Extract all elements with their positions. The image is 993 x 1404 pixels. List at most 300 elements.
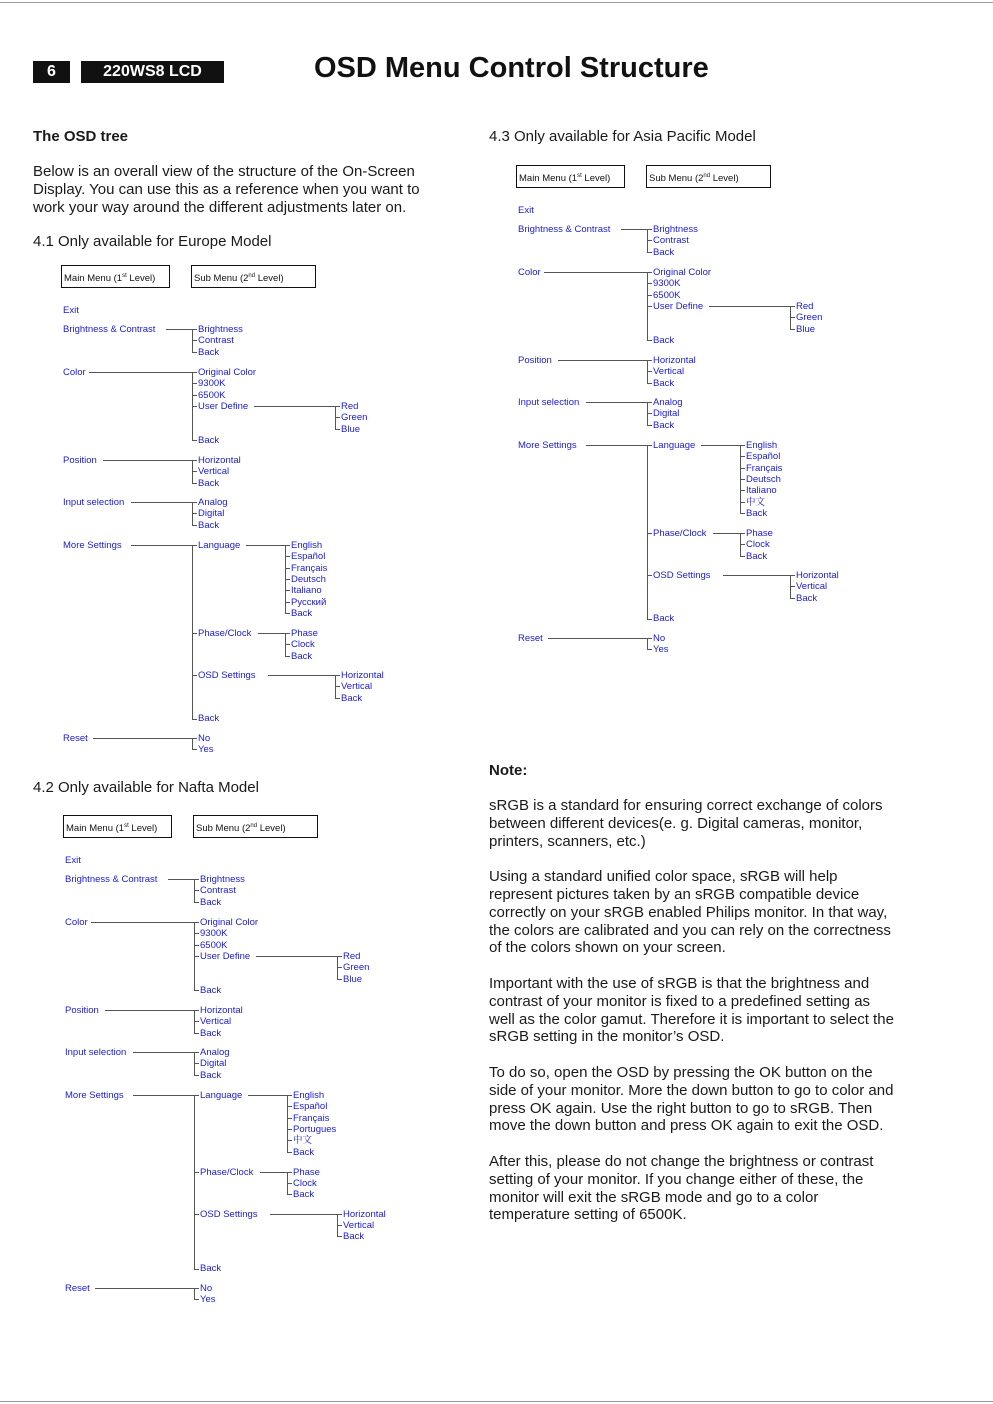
submenu-back: Back [653, 613, 675, 624]
submenu-item: 6500K [653, 289, 681, 301]
section-europe: 4.1 Only available for Europe Model [33, 233, 272, 250]
submenu-item: Back [198, 519, 220, 531]
tree-connector [89, 372, 192, 373]
language-option: Español [291, 551, 326, 563]
submenu-item: No [200, 1283, 213, 1294]
tree-connector [194, 1063, 199, 1064]
tree-connector [131, 545, 192, 546]
tree-connector [194, 1288, 199, 1289]
tree-connector [723, 575, 790, 576]
submenu-item: Digital [200, 1058, 227, 1070]
tree-connector [194, 1299, 199, 1300]
menu-input-selection: Input selection [63, 497, 125, 508]
tree-connector [337, 1225, 342, 1226]
tree-connector [740, 490, 745, 491]
menu-input-selection: Input selection [65, 1047, 127, 1058]
language-option: Français [293, 1112, 330, 1124]
menu-color: Color [518, 267, 541, 278]
tree-connector [287, 1183, 292, 1184]
note-line: of the colors shown on your screen. [489, 939, 726, 957]
menu-exit: Exit [518, 205, 534, 216]
tree-connector [335, 686, 340, 687]
submenu-item: Back [200, 1069, 222, 1081]
tree-connector [194, 902, 199, 903]
menu-position: Position [65, 1005, 99, 1016]
tree-connector [548, 638, 647, 639]
submenu-item: Original Color [200, 917, 259, 928]
submenu-item: Brightness [653, 224, 698, 235]
language-option: Français [291, 562, 328, 574]
level3-item: Back [746, 550, 768, 562]
submenu-item: No [653, 633, 666, 644]
tree-connector [256, 956, 337, 957]
language-option: 中文 [746, 496, 766, 508]
tree-connector [192, 513, 197, 514]
tree-connector [248, 1095, 287, 1096]
level3-item: Phase [746, 528, 773, 540]
level3-item: Back [796, 592, 818, 604]
menu-input-selection: Input selection [518, 397, 580, 408]
menu-brightness-contrast: Brightness & Contrast [518, 224, 611, 235]
submenu-phase-clock: Phase/Clock [198, 628, 252, 640]
note-line: sRGB setting in the monitor’s OSD. [489, 1028, 725, 1046]
tree-connector [647, 240, 652, 241]
note-line: contrast of your monitor is fixed to a predefined setting as [489, 992, 871, 1010]
submenu-item: Vertical [653, 366, 685, 378]
submenu-language: Language [198, 540, 241, 551]
note-paragraph [489, 868, 929, 957]
submenu-item: Horizontal [198, 455, 241, 466]
bottom-rule [0, 1401, 993, 1402]
submenu-phase-clock: Phase/Clock [200, 1166, 254, 1178]
language-option: Italiano [291, 585, 322, 597]
section-asia: 4.3 Only available for Asia Pacific Model [489, 128, 756, 145]
note-heading: Note: [489, 762, 528, 779]
note-line: Important with the use of sRGB is that the brightness and [489, 974, 870, 992]
tree-connector [192, 738, 197, 739]
tree-connector [285, 644, 290, 645]
tree-connector [194, 1033, 199, 1034]
language-option: Back [293, 1146, 315, 1158]
tree-connector [194, 1010, 199, 1011]
section-nafta: 4.2 Only available for Nafta Model [33, 779, 259, 796]
tree-connector [713, 533, 740, 534]
note-line: between different devices(e. g. Digital cameras, monitor, [489, 814, 863, 832]
tree-connector [647, 371, 652, 372]
intro-heading: The OSD tree [33, 128, 129, 145]
tree-connector [131, 502, 192, 503]
submenu-item: Digital [653, 408, 680, 420]
submenu-item: Original Color [198, 367, 257, 378]
tree-connector [647, 425, 652, 426]
submenu-item: Vertical [198, 466, 230, 478]
language-option: Back [746, 507, 768, 519]
tree-connector [192, 719, 197, 720]
tree-connector [335, 429, 340, 430]
tree-connector [194, 945, 199, 946]
tree-connector [647, 649, 652, 650]
menu-more-settings: More Settings [518, 440, 577, 451]
tree-connector [192, 545, 193, 719]
note-line: Using a standard unified color space, sRGB will help [489, 868, 838, 886]
language-option: 中文 [293, 1135, 313, 1147]
tree-connector [192, 372, 197, 373]
submenu-item: User Define [653, 301, 704, 312]
submenu-item: Yes [653, 644, 669, 656]
tree-connector [647, 638, 652, 639]
submenu-item: Horizontal [653, 355, 696, 366]
tree-connector [260, 1172, 287, 1173]
tree-connector [285, 545, 290, 546]
page-title: OSD Menu Control Structure [314, 52, 709, 84]
tree-connector [740, 544, 745, 545]
tree-connector [194, 1052, 199, 1053]
tree-connector [194, 990, 199, 991]
tree-connector [337, 956, 342, 957]
tree-connector [285, 656, 290, 657]
tree-connector [647, 229, 652, 230]
tree-connector [647, 272, 652, 273]
tree-connector [740, 468, 745, 469]
tree-connector [287, 1129, 292, 1130]
note-paragraph [489, 1153, 929, 1224]
tree-connector [133, 1052, 194, 1053]
submenu-item: 6500K [198, 389, 226, 401]
language-option: Back [291, 607, 313, 619]
submenu-item: Vertical [200, 1016, 232, 1028]
tree-connector [258, 633, 285, 634]
tree-connector [790, 575, 795, 576]
submenu-item: No [198, 733, 211, 744]
tree-connector [285, 579, 290, 580]
level3-item: Clock [746, 539, 770, 551]
language-option: Portugues [293, 1123, 337, 1135]
tree-connector [586, 402, 647, 403]
tree-connector [194, 890, 199, 891]
tree-connector [287, 1095, 288, 1153]
tree-connector [337, 1214, 342, 1215]
tree-connector [740, 556, 745, 557]
tree-connector [287, 1095, 292, 1096]
submenu-item: Contrast [653, 235, 689, 247]
submenu-item: Back [198, 346, 220, 358]
tree-connector [647, 360, 652, 361]
tree-connector [790, 329, 795, 330]
level3-item: Blue [796, 323, 816, 335]
level3-item: Back [291, 650, 313, 662]
language-option: Français [746, 462, 783, 474]
tree-connector [93, 738, 192, 739]
tree-connector [194, 956, 199, 957]
note-body [489, 797, 929, 1224]
legend-sub-menu: Sub Menu (2nd Level) [193, 815, 318, 838]
menu-more-settings: More Settings [63, 540, 122, 551]
tree-connector [285, 613, 290, 614]
menu-brightness-contrast: Brightness & Contrast [63, 324, 156, 335]
tree-connector [586, 445, 647, 446]
level3-item: Vertical [796, 581, 828, 593]
tree-connector [740, 445, 745, 446]
tree-connector [740, 502, 745, 503]
tree-connector [285, 633, 290, 634]
tree-connector [647, 619, 652, 620]
tree-connector [192, 749, 197, 750]
tree-connector [337, 1236, 342, 1237]
submenu-item: Analog [653, 397, 683, 408]
page-number: 6 [33, 61, 70, 83]
tree-connector [192, 483, 197, 484]
tree-connector [194, 1021, 199, 1022]
tree-connector [192, 525, 197, 526]
submenu-item: 6500K [200, 939, 228, 951]
tree-connector [740, 456, 745, 457]
language-option: Italiano [746, 485, 777, 497]
tree-connector [246, 545, 285, 546]
tree-connector [105, 1010, 194, 1011]
tree-connector [740, 479, 745, 480]
submenu-item: Analog [198, 497, 228, 508]
language-option: Deutsch [746, 473, 781, 485]
level3-item: Green [796, 312, 823, 324]
language-option: Deutsch [291, 573, 326, 585]
intro-paragraph: Below is an overall view of the structure of the On-Screen Display. You can use this as a reference when you want to work your way around the different adjustments later on. [33, 163, 420, 216]
tree-connector [192, 329, 197, 330]
tree-connector [268, 675, 335, 676]
tree-connector [194, 933, 199, 934]
note-line: monitor will exit the sRGB mode and go to a color [489, 1188, 819, 1206]
level3-item: Horizontal [341, 670, 384, 682]
tree-connector [194, 1095, 195, 1269]
level3-item: Clock [293, 1178, 317, 1190]
submenu-item: Back [653, 419, 675, 431]
tree-connector [647, 252, 652, 253]
menu-position: Position [518, 355, 552, 366]
tree-connector [254, 406, 335, 407]
tree-connector [647, 445, 648, 619]
submenu-back: Back [198, 713, 220, 724]
submenu-item: Analog [200, 1047, 230, 1058]
level3-item: Phase [293, 1166, 320, 1178]
tree-connector [192, 406, 197, 407]
tree-connector [335, 406, 340, 407]
tree-connector [194, 879, 199, 880]
tree-connector [91, 922, 194, 923]
tree-connector [287, 1106, 292, 1107]
level3-item: Red [796, 301, 814, 312]
model-badge: 220WS8 LCD [81, 61, 224, 83]
level3-item: Back [343, 1231, 365, 1243]
level3-item: Green [343, 962, 370, 974]
tree-connector [192, 340, 197, 341]
tree-connector [133, 1095, 194, 1096]
tree-connector [285, 556, 290, 557]
tree-connector [285, 590, 290, 591]
tree-connector [647, 402, 652, 403]
level3-item: Blue [343, 973, 363, 985]
level3-item: Green [341, 412, 368, 424]
note-line: correctly on your sRGB enabled Philips monitor. In that way, [489, 903, 888, 921]
level3-item: Horizontal [796, 570, 839, 582]
tree-connector [647, 340, 652, 341]
tree-connector [192, 502, 197, 503]
submenu-item: Back [653, 377, 675, 389]
tree-connector [544, 272, 647, 273]
level3-item: Red [343, 951, 361, 962]
tree-connector [287, 1152, 292, 1153]
submenu-language: Language [653, 440, 696, 451]
tree-connector [287, 1140, 292, 1141]
note-line: To do so, open the OSD by pressing the OK button on the [489, 1063, 873, 1081]
submenu-item: User Define [200, 951, 251, 962]
submenu-item: Brightness [200, 874, 245, 885]
language-option: English [291, 540, 323, 551]
note-paragraph [489, 1064, 929, 1135]
tree-connector [168, 879, 194, 880]
tree-connector [790, 586, 795, 587]
tree-connector [335, 417, 340, 418]
submenu-item: Back [653, 246, 675, 258]
tree-connector [647, 306, 652, 307]
legend-main-menu: Main Menu (1st Level) [63, 815, 172, 838]
tree-connector [95, 1288, 194, 1289]
submenu-item: Yes [198, 744, 214, 756]
submenu-item: Yes [200, 1294, 216, 1306]
submenu-language: Language [200, 1090, 243, 1101]
note-line: setting of your monitor. If you change either of these, the [489, 1170, 864, 1188]
tree-connector [335, 698, 340, 699]
tree-connector [285, 568, 290, 569]
menu-reset: Reset [65, 1283, 90, 1294]
menu-reset: Reset [518, 633, 543, 644]
tree-connector [192, 440, 197, 441]
tree-connector [192, 471, 197, 472]
level3-item: Back [293, 1189, 315, 1201]
tree-connector [192, 383, 197, 384]
language-option: Español [746, 451, 781, 463]
tree-connector [337, 967, 342, 968]
menu-more-settings: More Settings [65, 1090, 124, 1101]
tree-connector [701, 445, 740, 446]
submenu-item: Horizontal [200, 1005, 243, 1016]
note-line: side of your monitor. More the down button to go to color and [489, 1081, 894, 1099]
level3-item: Horizontal [343, 1208, 386, 1220]
note-paragraph [489, 797, 929, 850]
submenu-back: Back [198, 435, 220, 446]
level3-item: Vertical [343, 1220, 375, 1232]
submenu-item: User Define [198, 401, 249, 412]
level3-item: Phase [291, 628, 318, 640]
tree-connector [740, 513, 745, 514]
note-line: press OK again. Use the right button to go to sRGB. Then [489, 1099, 873, 1117]
submenu-item: Contrast [200, 885, 236, 897]
note-line: move the down button and press OK again to exit the OSD. [489, 1117, 884, 1135]
tree-connector [166, 329, 192, 330]
submenu-back: Back [200, 985, 222, 996]
note-line: the colors are calibrated and you can rely on the correctness [489, 921, 891, 939]
submenu-item: Brightness [198, 324, 243, 335]
tree-connector [740, 533, 745, 534]
submenu-back: Back [200, 1263, 222, 1274]
top-rule [0, 2, 993, 3]
legend-main-menu: Main Menu (1st Level) [516, 165, 625, 188]
language-option: Español [293, 1101, 328, 1113]
note-line: printers, scanners, etc.) [489, 832, 646, 850]
tree-connector [287, 1172, 292, 1173]
note-line: After this, please do not change the brightness or contrast [489, 1152, 874, 1170]
tree-connector [103, 460, 192, 461]
note-line: well as the color gamut. Therefore it is important to select the [489, 1010, 894, 1028]
tree-connector [647, 295, 652, 296]
note-line: temperature setting of 6500K. [489, 1206, 687, 1224]
tree-connector [192, 460, 197, 461]
submenu-item: Original Color [653, 267, 712, 278]
submenu-osd-settings: OSD Settings [653, 570, 711, 582]
tree-connector [790, 598, 795, 599]
submenu-phase-clock: Phase/Clock [653, 528, 707, 540]
legend-sub-menu: Sub Menu (2nd Level) [646, 165, 771, 188]
tree-connector [194, 1075, 199, 1076]
legend-sub-menu: Sub Menu (2nd Level) [191, 265, 316, 288]
tree-connector [621, 229, 647, 230]
submenu-osd-settings: OSD Settings [198, 670, 256, 682]
level3-item: Blue [341, 423, 361, 435]
submenu-item: Back [200, 1027, 222, 1039]
tree-connector [647, 283, 652, 284]
note-paragraph [489, 975, 929, 1046]
menu-brightness-contrast: Brightness & Contrast [65, 874, 158, 885]
level3-item: Back [341, 692, 363, 704]
legend-main-menu: Main Menu (1st Level) [61, 265, 170, 288]
menu-position: Position [63, 455, 97, 466]
level3-item: Red [341, 401, 359, 412]
submenu-item: 9300K [200, 928, 228, 940]
tree-connector [709, 306, 790, 307]
tree-connector [285, 602, 290, 603]
language-option: Русский [291, 596, 327, 608]
tree-connector [194, 1269, 199, 1270]
tree-connector [337, 979, 342, 980]
tree-connector [335, 675, 340, 676]
submenu-item: Digital [198, 508, 225, 520]
tree-connector [287, 1194, 292, 1195]
menu-exit: Exit [65, 855, 81, 866]
submenu-back: Back [653, 335, 675, 346]
tree-connector [192, 395, 197, 396]
tree-connector [790, 317, 795, 318]
menu-exit: Exit [63, 305, 79, 316]
language-option: English [293, 1090, 325, 1101]
level3-item: Clock [291, 639, 315, 651]
submenu-osd-settings: OSD Settings [200, 1208, 258, 1220]
tree-connector [194, 922, 199, 923]
tree-connector [558, 360, 647, 361]
note-line: represent pictures taken by an sRGB compatible device [489, 885, 860, 903]
menu-color: Color [63, 367, 86, 378]
tree-connector [192, 352, 197, 353]
language-option: English [746, 440, 778, 451]
submenu-item: 9300K [198, 378, 226, 390]
tree-connector [790, 306, 795, 307]
submenu-item: 9300K [653, 278, 681, 290]
tree-connector [647, 413, 652, 414]
menu-reset: Reset [63, 733, 88, 744]
tree-connector [647, 383, 652, 384]
level3-item: Vertical [341, 681, 373, 693]
submenu-item: Contrast [198, 335, 234, 347]
tree-connector [270, 1214, 337, 1215]
menu-color: Color [65, 917, 88, 928]
submenu-item: Back [198, 477, 220, 489]
